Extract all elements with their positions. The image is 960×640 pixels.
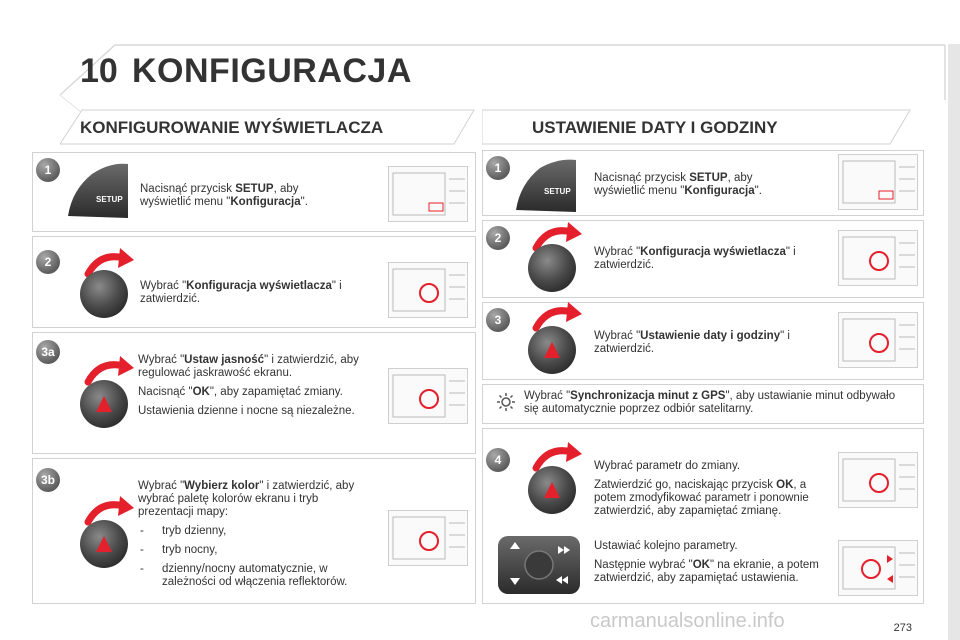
rotary-knob-press-icon[interactable] — [522, 302, 588, 380]
left-step-2-text: Wybrać "Konfiguracja wyświetlacza" i zatwierdzić. — [140, 280, 342, 305]
step-badge: 1 — [486, 156, 510, 180]
gps-tip-text: Wybrać "Synchronizacja minut z GPS", aby ustawianie minut odbywało się automatycznie poprzez odbiór satelitarny. — [524, 390, 896, 415]
sun-icon — [496, 392, 516, 412]
right-step-4-text-b: Ustawiać kolejno parametry. Następnie wybrać "OK" na ekranie, a potem zatwierdzić, aby zapamiętać ustawienia. — [594, 540, 819, 584]
step-badge: 3 — [486, 308, 510, 332]
arrow-panel-thumbnail — [838, 540, 918, 596]
knob-panel-thumbnail — [388, 262, 468, 318]
step-badge: 3a — [36, 340, 60, 364]
rotary-knob-icon[interactable] — [522, 222, 588, 296]
right-step-1-text: Nacisnąć przycisk SETUP, aby wyświetlić menu "Konfiguracja". — [594, 172, 762, 197]
rotary-knob-press-icon[interactable] — [74, 356, 140, 436]
rotary-knob-icon[interactable] — [74, 248, 140, 322]
knob-panel-thumbnail — [388, 368, 468, 424]
right-step-2-text: Wybrać "Konfiguracja wyświetlacza" i zatwierdzić. — [594, 246, 796, 271]
right-section-title: USTAWIENIE DATY I GODZINY — [532, 118, 778, 137]
left-step-3b-text: Wybrać "Wybierz kolor" i zatwierdzić, aby wybrać paletę kolorów ekranu i tryb prezentacji mapy: - tryb dzienny, - tryb nocny, - dzienny/nocny automatycznie, w zależności od włączenia reflektorów. — [138, 480, 376, 595]
page-side-strip — [948, 44, 960, 640]
right-step-4-text-a: Wybrać parametr do zmiany. Zatwierdzić go, naciskając przycisk OK, a potem zmodyfikować parametr i ponownie zatwierdzić, aby zapamiętać zmianę. — [594, 460, 809, 517]
left-section-title: KONFIGUROWANIE WYŚWIETLACZA — [80, 118, 384, 137]
step-badge: 4 — [486, 448, 510, 472]
watermark: carmanualsonline.info — [590, 610, 785, 632]
step-badge: 2 — [486, 226, 510, 250]
list-item: - tryb dzienny, — [138, 525, 376, 538]
page-number: 273 — [893, 622, 912, 634]
setup-panel-thumbnail — [388, 166, 468, 222]
left-step-1-text: Nacisnąć przycisk SETUP, aby wyświetlić menu "Konfiguracja". — [140, 183, 308, 208]
knob-panel-thumbnail — [838, 452, 918, 508]
rotary-knob-press-icon[interactable] — [522, 442, 588, 522]
setup-button-label: SETUP — [96, 195, 123, 204]
left-step-3a-text: Wybrać "Ustaw jasność" i zatwierdzić, aby regulować jaskrawość ekranu. Nacisnąć "OK", aby zapamiętać zmiany. Ustawienia dzienne i nocne są niezależne. — [138, 354, 359, 417]
color-mode-list — [138, 525, 376, 589]
chapter-title: KONFIGURACJA — [132, 52, 412, 90]
setup-button-icon[interactable] — [510, 156, 580, 214]
knob-panel-thumbnail — [838, 312, 918, 368]
rotary-knob-press-icon[interactable] — [74, 496, 140, 576]
step-badge: 2 — [36, 250, 60, 274]
list-item: - tryb nocny, — [138, 544, 376, 557]
setup-panel-thumbnail — [838, 154, 918, 210]
step-badge: 1 — [36, 158, 60, 182]
step-badge: 3b — [36, 468, 60, 492]
direction-pad-icon[interactable] — [496, 534, 582, 596]
knob-panel-thumbnail — [838, 230, 918, 286]
list-item: - dzienny/nocny automatycznie, w zależności od włączenia reflektorów. — [138, 563, 376, 589]
right-step-3-text: Wybrać "Ustawienie daty i godziny" i zatwierdzić. — [594, 330, 790, 355]
knob-panel-thumbnail — [388, 510, 468, 566]
setup-button-icon[interactable] — [62, 160, 132, 222]
chapter-number: 10 — [80, 52, 118, 90]
setup-button-label: SETUP — [544, 187, 571, 196]
